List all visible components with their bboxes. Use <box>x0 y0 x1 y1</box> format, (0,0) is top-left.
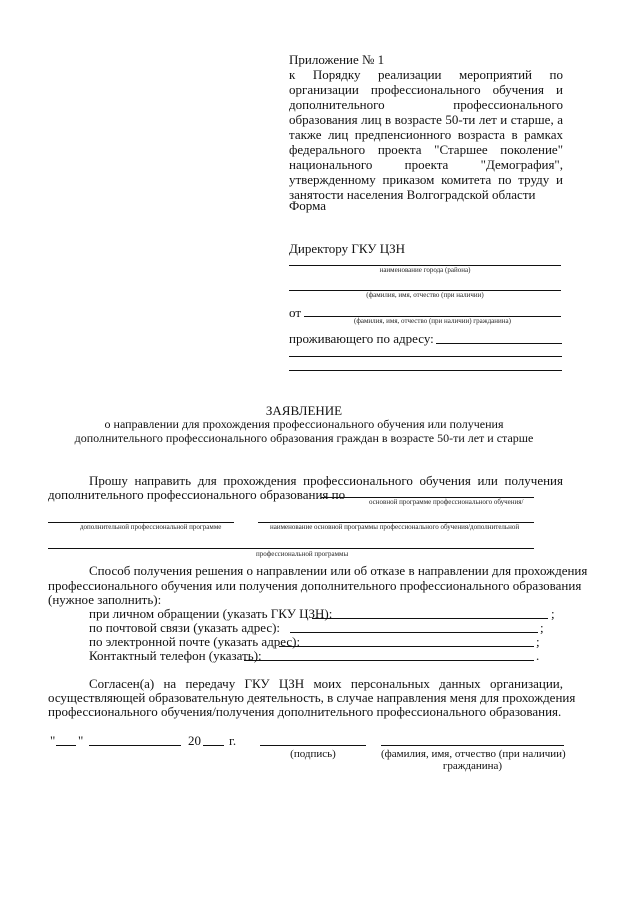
consent-line-3: профессионального обучения/получения дополнительного профессионального образования. <box>48 704 562 719</box>
option-email-label: по электронной почте (указать адрес): <box>89 634 301 649</box>
program-prof-hint: профессиональной программы <box>256 550 349 558</box>
signature-field[interactable] <box>260 745 366 746</box>
statement-subtitle-1 <box>0 417 640 431</box>
citizen-fio-hint: (фамилия, имя, отчество (при наличии) гражданина) <box>354 317 511 325</box>
statement-subtitle-2 <box>0 431 640 445</box>
signer-fio-hint-1: (фамилия, имя, отчество (при наличии) <box>381 748 566 760</box>
address-field-line-2[interactable] <box>289 356 562 357</box>
date-quote-close: " <box>78 733 84 748</box>
appendix-line-8: утвержденному приказом комитета по труду и <box>289 172 563 187</box>
method-line-1: Способ получения решения о направлении или об отказе в направлении для прохождения <box>89 563 588 578</box>
address-field-line-1[interactable] <box>436 343 562 344</box>
city-hint: наименование города (района) <box>379 266 471 274</box>
date-day-field[interactable] <box>56 745 76 746</box>
appendix-line-2: организации профессионального обучения и <box>289 82 563 97</box>
from-label: от <box>289 305 302 320</box>
consent-line-2: осуществляющей образовательную деятельность, в случае направления меня для прохождения <box>48 690 576 705</box>
option-personal-field[interactable] <box>312 618 548 619</box>
method-line-3: (нужное заполнить): <box>48 592 162 607</box>
request-line-1: Прошу направить для прохождения профессионального обучения или получения <box>89 473 563 488</box>
appendix-line-1: к Порядку реализации мероприятий по <box>289 67 563 82</box>
appendix-line-3: дополнительного профессионального <box>289 97 563 112</box>
program-field-line-3[interactable] <box>48 548 534 549</box>
appendix-line-9: занятости населения Волгоградской области <box>289 187 536 202</box>
method-line-2: профессионального обучения или получения дополнительного профессионального образования <box>48 578 582 593</box>
date-year-prefix: 20 <box>188 733 201 748</box>
appendix-line-5: также лиц предпенсионного возраста в рамках <box>289 127 563 142</box>
option-phone-label: Контактный телефон (указать): <box>89 648 262 663</box>
form-label: Форма <box>289 198 326 213</box>
consent-line-1: Согласен(а) на передачу ГКУ ЦЗН моих персональных данных организации, <box>89 676 563 691</box>
residing-label: проживающего по адресу: <box>289 331 434 346</box>
date-quote-open: " <box>50 733 56 748</box>
signature-hint: (подпись) <box>290 748 336 760</box>
option-phone-period: . <box>536 648 540 663</box>
option-phone-field[interactable] <box>244 660 534 661</box>
appendix-line-7: национального проекта "Демография", <box>289 157 563 172</box>
program-main-hint: основной программе профессионального обучения/ <box>369 498 524 506</box>
signer-fio-field[interactable] <box>381 745 564 746</box>
statement-subtitle-2-text: дополнительного профессионального образования граждан в возрасте 50-ти лет и старше <box>74 431 534 445</box>
statement-title-text: ЗАЯВЛЕНИЕ <box>265 403 343 418</box>
appendix-title: Приложение № 1 <box>289 52 385 67</box>
option-email-field[interactable] <box>279 646 534 647</box>
date-year-field[interactable] <box>203 745 224 746</box>
option-post-semicolon: ; <box>540 620 544 635</box>
addressee-to: Директору ГКУ ЦЗН <box>289 241 405 256</box>
program-dop-hint: дополнительной профессиональной программе <box>80 523 222 531</box>
program-name-hint: наименование основной программы профессионального обучения/дополнительной <box>270 523 520 531</box>
address-field-line-3[interactable] <box>289 370 562 371</box>
option-personal-label: при личном обращении (указать ГКУ ЦЗН): <box>89 606 333 621</box>
option-post-label: по почтовой связи (указать адрес): <box>89 620 281 635</box>
appendix-line-4: образования лиц в возрасте 50-ти лет и старше, а <box>289 112 563 127</box>
request-line-2: дополнительного профессионального образования по <box>48 487 346 502</box>
statement-title <box>0 403 640 418</box>
date-month-field[interactable] <box>89 745 181 746</box>
option-email-semicolon: ; <box>536 634 540 649</box>
option-post-field[interactable] <box>290 632 538 633</box>
date-year-suffix: г. <box>229 733 237 748</box>
director-fio-hint: (фамилия, имя, отчество (при наличии) <box>366 291 484 299</box>
appendix-line-6: федерального проекта "Старшее поколение" <box>289 142 563 157</box>
signer-fio-hint-2: гражданина) <box>442 760 503 772</box>
statement-subtitle-1-text: о направлении для прохождения профессионального обучения или получения <box>104 417 504 431</box>
option-personal-semicolon: ; <box>551 606 555 621</box>
